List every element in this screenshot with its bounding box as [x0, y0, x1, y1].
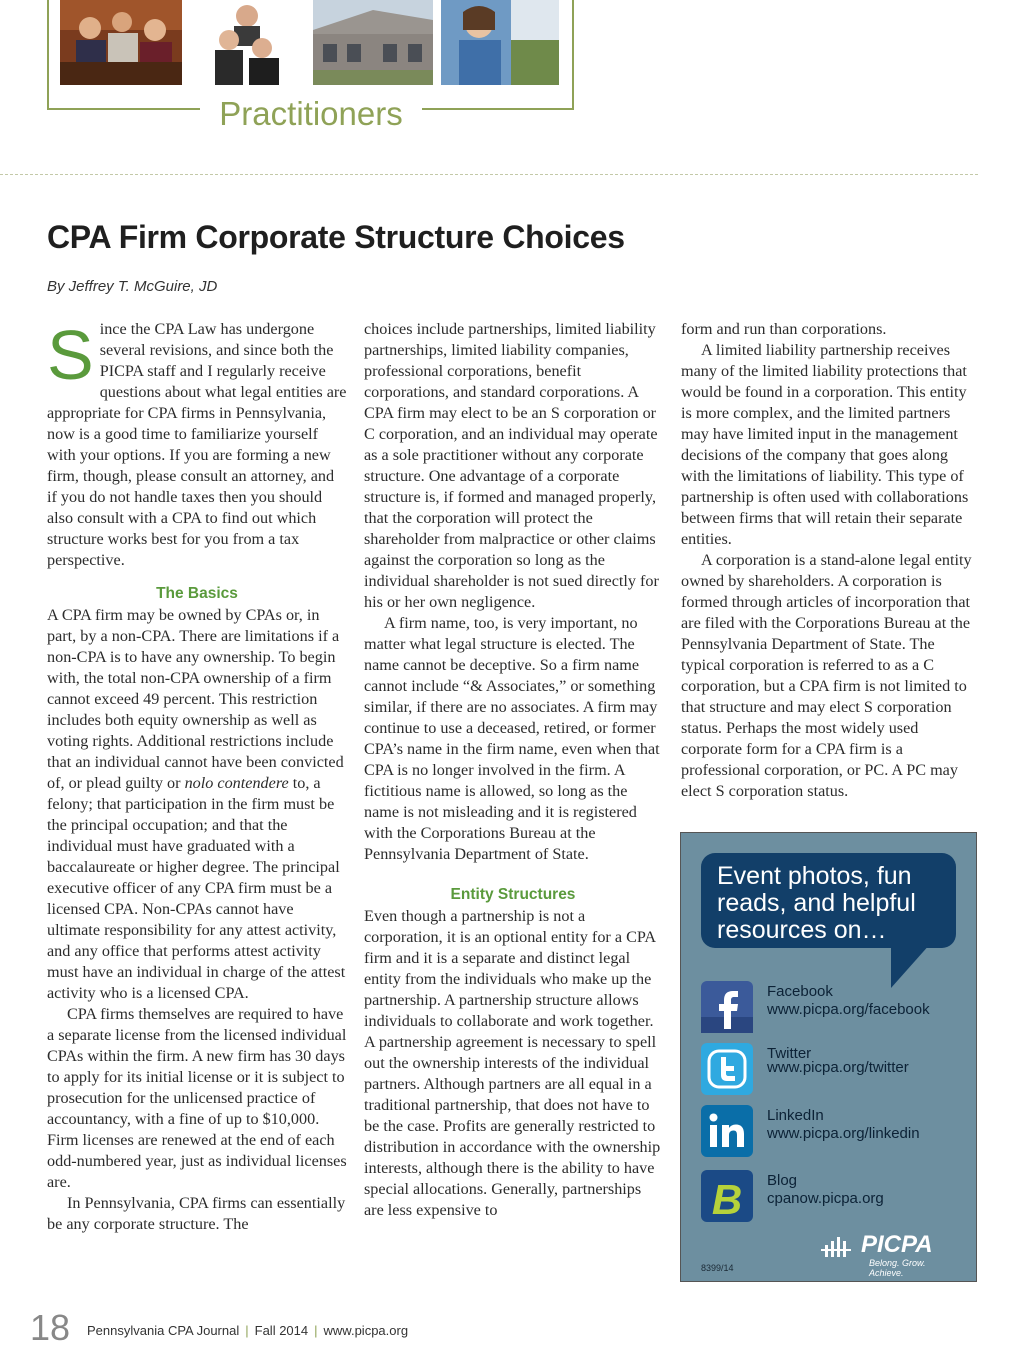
- ad-item-name: Blog: [767, 1172, 798, 1189]
- choices-paragraph: choices include partnerships, limited liability partnerships, limited liability companies, professional corporations, benefit corporations, and standard corporations. A CPA firm may elect to be an S corporation or C corporation, and an individual may operate as a sole practitioner without any corporate structure. One advantage of a corporate structure is, if formed and managed properly, that the corporation will protect the shareholder from malpractice or other claims against the corporation so long as the individual shareholder is not sued directly for his or her own negligence.: [364, 320, 659, 611]
- entity-paragraph: Even though a partnership is not a corporation, it is an optional entity for a CPA firm and it is a separate and distinct legal entity from the individuals who make up the partnership. A partnership structure allows individuals to collaborate and work together. A partnership agreement is necessary to spell out the ownership interests of the individual partners. Although partners are all equal in a traditional partnership, that does not have to be the case. Profits are generally restricted to distribution in accordance with the ownership interests, although there is the ability to have special allocations. Generally, partnerships are less expensive to: [364, 907, 661, 1219]
- social-media-ad: [680, 832, 977, 1282]
- ad-item-facebook[interactable]: [701, 981, 961, 1036]
- footer-publication: Pennsylvania CPA Journal: [87, 1323, 240, 1338]
- form-run-paragraph: form and run than corporations.: [681, 320, 887, 338]
- page-footer: Pennsylvania CPA Journal | Fall 2014 | www.picpa.org: [87, 1323, 409, 1338]
- article-column-1: [47, 316, 347, 1235]
- facebook-icon: [701, 981, 753, 1033]
- picpa-tagline: Belong. Grow. Achieve.: [869, 1258, 926, 1278]
- ad-item-url[interactable]: www.picpa.org/linkedin: [767, 1125, 920, 1142]
- article-byline: By Jeffrey T. McGuire, JD: [47, 278, 218, 295]
- pennsylvania-paragraph: In Pennsylvania, CPA firms can essentially be any corporate structure. The: [47, 1194, 346, 1233]
- ad-code: 8399/14: [701, 1263, 734, 1273]
- ad-headline-bubble: Event photos, fun reads, and helpful resources on…: [701, 853, 956, 948]
- ad-item-linkedin[interactable]: [701, 1105, 961, 1160]
- ad-item-url[interactable]: www.picpa.org/twitter: [767, 1059, 909, 1076]
- subhead-entity-structures: Entity Structures: [450, 886, 576, 903]
- picpa-logo: [821, 1231, 961, 1278]
- svg-text:B: B: [711, 1176, 743, 1222]
- ad-item-twitter[interactable]: [701, 1043, 961, 1098]
- footer-website[interactable]: www.picpa.org: [323, 1323, 409, 1338]
- ad-item-name: Twitter: [767, 1045, 812, 1062]
- twitter-icon: [701, 1043, 753, 1095]
- subhead-the-basics: The Basics: [156, 585, 238, 602]
- page-number: 18: [30, 1307, 71, 1348]
- basics-paragraph: A CPA firm may be owned by CPAs or, in part, by a non-CPA. There are limitations if a non-CPA is to have any ownership. To begin with, the total non-CPA ownership of a firm cannot exceed 49 percent. This restriction includes both equity ownership as well as voting rights. Additional restrictions include that an individual cannot have been convicted of, or plead guilty or nolo contendere to, a felony; that participation in the firm must be the principal occupation; and that the individual must have graduated with a baccalaureate or higher degree. The principal executive officer of any CPA firm must be a licensed CPA. Non-CPAs cannot have ultimate responsibility for any attest activity, and any office that performs attest activity must have an individual in charge of the attest activity who is a licensed CPA.: [47, 606, 346, 1002]
- article-column-3: [681, 319, 979, 802]
- linkedin-icon: [701, 1105, 753, 1157]
- picpa-mark-icon: [821, 1235, 859, 1259]
- dashed-divider: [0, 174, 978, 175]
- firm-name-paragraph: A firm name, too, is very important, no matter what legal structure is elected. The name cannot be deceptive. So a firm name cannot include “& Associates,” or something similar, if there are no associates. A firm may continue to use a deceased, retired, or former CPA’s name in the firm name, even when that CPA is no longer involved in the firm. A fictitious name is allowed, so long as the name is not misleading and it is registered with the Corporations Bureau at the Pennsylvania Department of State.: [364, 614, 660, 863]
- ad-item-name: Facebook: [767, 983, 833, 1000]
- ad-item-blog[interactable]: [701, 1170, 961, 1225]
- ad-item-url[interactable]: cpanow.picpa.org: [767, 1190, 884, 1207]
- section-title: Practitioners: [200, 94, 422, 134]
- picpa-brand: PICPA: [861, 1231, 933, 1258]
- ad-item-url[interactable]: www.picpa.org/facebook: [767, 1001, 930, 1018]
- license-paragraph: CPA firms themselves are required to have a separate license from the licensed individual CPAs within the firm. A new firm has 30 days to apply for its initial license or it is subject to prosecution for the unlicensed practice of accountancy, with a fine of up to $10,000. Firm licenses are renewed at the end of each odd-numbered year, just as individual licenses are.: [47, 1005, 347, 1191]
- corporation-paragraph: A corporation is a stand-alone legal entity owned by shareholders. A corporation is formed through articles of incorporation that are filed with the Corporations Bureau at the Pennsylvania Department of State. The typical corporation is referred to as a C corporation, but a CPA firm is not limited to that structure and may elect S corporation status. Perhaps the most widely used corporate form for a CPA firm is a professional corporation, or PC. A PC may elect S corporation status.: [681, 551, 972, 800]
- ad-item-name: LinkedIn: [767, 1107, 824, 1124]
- article-column-2: [364, 319, 662, 1221]
- footer-issue: Fall 2014: [254, 1323, 309, 1338]
- drop-cap: S: [47, 316, 94, 394]
- blog-icon: [701, 1170, 753, 1222]
- article-title: CPA Firm Corporate Structure Choices: [47, 219, 625, 255]
- intro-paragraph: Since the CPA Law has undergone several revisions, and since both the PICPA staff and I regularly receive questions about what legal entities are appropriate for CPA firms in Pennsylvania, now is a good time to familiarize yourself with your options. If you are forming a new firm, though, please consult an attorney, and if you do not handle taxes then you should also consult with a CPA to find out which structure works best for you from a tax perspective.: [47, 316, 347, 569]
- llp-paragraph: A limited liability partnership receives many of the limited liability protections that would be found in a corporation. This entity is more complex, and the limited partners may have limited input in the management decisions of the company that goes along with the limitations of liability. This type of partnership is often used with collaborations between firms that will retain their separate entities.: [681, 341, 969, 548]
